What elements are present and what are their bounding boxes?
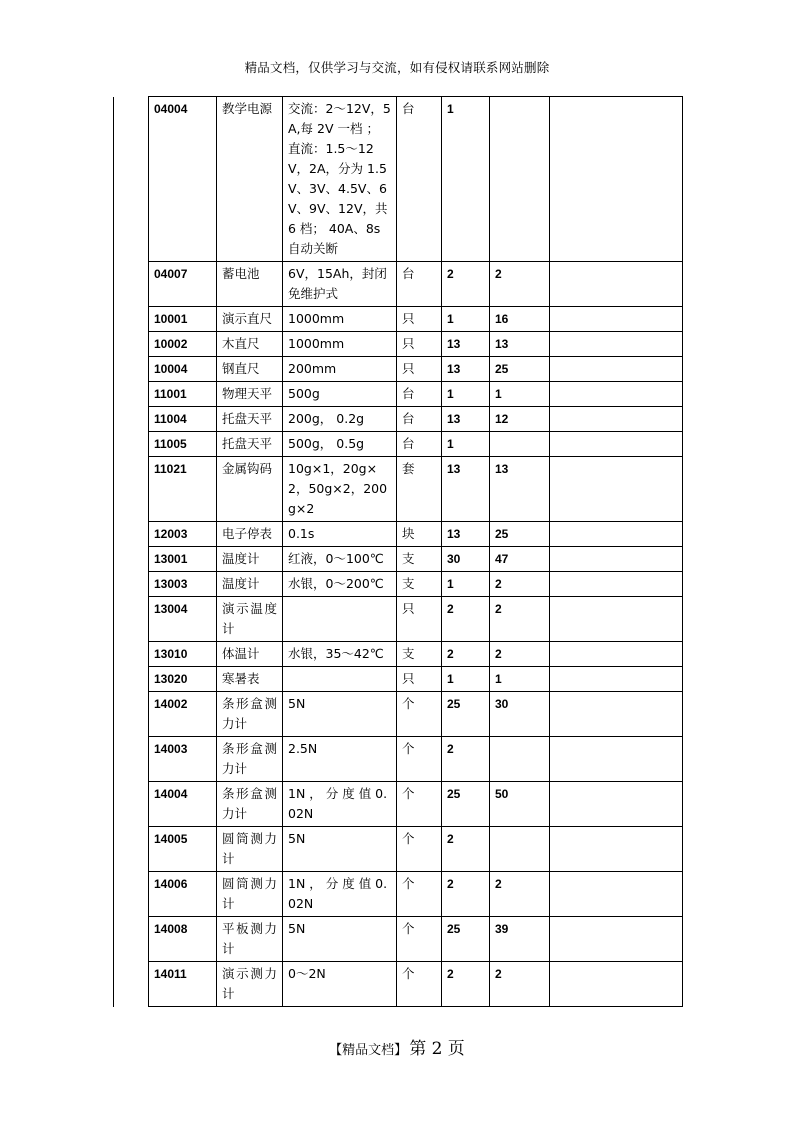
- item-code-cell: 11004: [149, 407, 217, 432]
- quantity-actual-cell: 1: [490, 667, 550, 692]
- quantity-standard-cell: 2: [442, 872, 490, 917]
- table-row: [114, 457, 683, 522]
- remarks-cell: [550, 827, 683, 872]
- item-unit-cell: 台: [397, 407, 442, 432]
- category-cell: [114, 917, 149, 962]
- remarks-cell: [550, 262, 683, 307]
- table-row: [114, 522, 683, 547]
- table-row: [114, 827, 683, 872]
- remarks-cell: [550, 407, 683, 432]
- quantity-actual-cell: 25: [490, 522, 550, 547]
- item-spec-cell: 1000mm: [283, 307, 397, 332]
- item-spec-cell: 红液，0～100℃: [283, 547, 397, 572]
- item-name-cell: 物理天平: [217, 382, 283, 407]
- quantity-actual-cell: [490, 432, 550, 457]
- quantity-actual-cell: 47: [490, 547, 550, 572]
- page-header: 精品文档，仅供学习与交流，如有侵权请联系网站删除: [244, 60, 550, 75]
- item-name-cell: 平板测力计: [217, 917, 283, 962]
- item-unit-cell: 支: [397, 572, 442, 597]
- item-name-cell: 条形盒测力计: [217, 737, 283, 782]
- quantity-actual-cell: 2: [490, 572, 550, 597]
- remarks-cell: [550, 572, 683, 597]
- item-unit-cell: 只: [397, 667, 442, 692]
- item-unit-cell: 台: [397, 97, 442, 262]
- category-cell: [114, 737, 149, 782]
- item-spec-cell: 200g， 0.2g: [283, 407, 397, 432]
- quantity-actual-cell: 2: [490, 872, 550, 917]
- item-code-cell: 13010: [149, 642, 217, 667]
- item-name-cell: 条形盒测力计: [217, 692, 283, 737]
- quantity-actual-cell: 12: [490, 407, 550, 432]
- quantity-standard-cell: 13: [442, 332, 490, 357]
- category-cell: [114, 407, 149, 432]
- quantity-standard-cell: 13: [442, 407, 490, 432]
- remarks-cell: [550, 522, 683, 547]
- item-name-cell: 电子停表: [217, 522, 283, 547]
- table-row: [114, 307, 683, 332]
- remarks-cell: [550, 457, 683, 522]
- item-code-cell: 11005: [149, 432, 217, 457]
- item-code-cell: 13004: [149, 597, 217, 642]
- item-spec-cell: 200mm: [283, 357, 397, 382]
- item-code-cell: 14005: [149, 827, 217, 872]
- quantity-actual-cell: 16: [490, 307, 550, 332]
- quantity-standard-cell: 2: [442, 737, 490, 782]
- item-name-cell: 托盘天平: [217, 432, 283, 457]
- quantity-standard-cell: 13: [442, 357, 490, 382]
- remarks-cell: [550, 432, 683, 457]
- item-spec-cell: 5N: [283, 692, 397, 737]
- remarks-cell: [550, 872, 683, 917]
- quantity-actual-cell: 2: [490, 597, 550, 642]
- item-unit-cell: 只: [397, 597, 442, 642]
- category-cell: [114, 382, 149, 407]
- item-unit-cell: 支: [397, 642, 442, 667]
- table-row: [114, 692, 683, 737]
- item-spec-cell: 2.5N: [283, 737, 397, 782]
- category-cell: [114, 357, 149, 382]
- item-spec-cell: [283, 667, 397, 692]
- item-name-cell: 圆筒测力计: [217, 827, 283, 872]
- item-code-cell: 12003: [149, 522, 217, 547]
- item-spec-cell: 水银，0～200℃: [283, 572, 397, 597]
- item-code-cell: 13020: [149, 667, 217, 692]
- table-row: [114, 332, 683, 357]
- quantity-actual-cell: 39: [490, 917, 550, 962]
- category-cell: [114, 522, 149, 547]
- category-cell: [114, 457, 149, 522]
- table-row: [114, 917, 683, 962]
- item-unit-cell: 个: [397, 827, 442, 872]
- table-row: [114, 407, 683, 432]
- equipment-table-body: [114, 97, 683, 1007]
- quantity-actual-cell: [490, 737, 550, 782]
- item-code-cell: 04004: [149, 97, 217, 262]
- item-spec-cell: 1N ， 分 度 值 0.02N: [283, 872, 397, 917]
- item-name-cell: 体温计: [217, 642, 283, 667]
- quantity-standard-cell: 25: [442, 917, 490, 962]
- item-spec-cell: 6V，15Ah，封闭免维护式: [283, 262, 397, 307]
- category-cell: [114, 332, 149, 357]
- quantity-actual-cell: 30: [490, 692, 550, 737]
- table-row: [114, 962, 683, 1007]
- category-cell: [114, 572, 149, 597]
- category-cell: [114, 827, 149, 872]
- item-unit-cell: 个: [397, 737, 442, 782]
- page-footer: [0, 1034, 794, 1059]
- remarks-cell: [550, 547, 683, 572]
- item-name-cell: 教学电源: [217, 97, 283, 262]
- item-unit-cell: 块: [397, 522, 442, 547]
- equipment-table: [113, 96, 683, 1007]
- item-name-cell: 温度计: [217, 547, 283, 572]
- item-name-cell: 托盘天平: [217, 407, 283, 432]
- item-spec-cell: 5N: [283, 827, 397, 872]
- item-code-cell: 14008: [149, 917, 217, 962]
- item-unit-cell: 套: [397, 457, 442, 522]
- item-code-cell: 14002: [149, 692, 217, 737]
- remarks-cell: [550, 597, 683, 642]
- quantity-standard-cell: 2: [442, 262, 490, 307]
- item-spec-cell: [283, 597, 397, 642]
- item-code-cell: 14004: [149, 782, 217, 827]
- remarks-cell: [550, 357, 683, 382]
- item-name-cell: 木直尺: [217, 332, 283, 357]
- quantity-standard-cell: 2: [442, 962, 490, 1007]
- quantity-standard-cell: 25: [442, 782, 490, 827]
- item-spec-cell: 1000mm: [283, 332, 397, 357]
- quantity-actual-cell: 2: [490, 262, 550, 307]
- item-name-cell: 蓄电池: [217, 262, 283, 307]
- remarks-cell: [550, 737, 683, 782]
- item-unit-cell: 台: [397, 262, 442, 307]
- item-code-cell: 13003: [149, 572, 217, 597]
- quantity-actual-cell: 25: [490, 357, 550, 382]
- item-code-cell: 11001: [149, 382, 217, 407]
- remarks-cell: [550, 307, 683, 332]
- item-unit-cell: 只: [397, 357, 442, 382]
- table-row: [114, 97, 683, 262]
- item-unit-cell: 支: [397, 547, 442, 572]
- quantity-standard-cell: 1: [442, 382, 490, 407]
- table-row: [114, 642, 683, 667]
- quantity-actual-cell: 1: [490, 382, 550, 407]
- item-spec-cell: 500g: [283, 382, 397, 407]
- item-unit-cell: 只: [397, 307, 442, 332]
- quantity-standard-cell: 13: [442, 522, 490, 547]
- quantity-standard-cell: 25: [442, 692, 490, 737]
- table-row: [114, 572, 683, 597]
- quantity-standard-cell: 1: [442, 97, 490, 262]
- item-code-cell: 13001: [149, 547, 217, 572]
- remarks-cell: [550, 332, 683, 357]
- remarks-cell: [550, 692, 683, 737]
- category-cell: [114, 597, 149, 642]
- item-code-cell: 14003: [149, 737, 217, 782]
- quantity-actual-cell: 13: [490, 457, 550, 522]
- item-name-cell: 钢直尺: [217, 357, 283, 382]
- item-code-cell: 10002: [149, 332, 217, 357]
- table-row: [114, 382, 683, 407]
- table-row: [114, 432, 683, 457]
- category-cell: [114, 782, 149, 827]
- quantity-standard-cell: 1: [442, 667, 490, 692]
- quantity-standard-cell: 2: [442, 597, 490, 642]
- remarks-cell: [550, 782, 683, 827]
- item-name-cell: 演示直尺: [217, 307, 283, 332]
- page-number: 第 2 页: [409, 1039, 465, 1059]
- table-row: [114, 597, 683, 642]
- item-code-cell: 04007: [149, 262, 217, 307]
- quantity-actual-cell: [490, 827, 550, 872]
- item-spec-cell: 0.1s: [283, 522, 397, 547]
- category-cell: [114, 547, 149, 572]
- table-row: [114, 737, 683, 782]
- quantity-standard-cell: 30: [442, 547, 490, 572]
- quantity-actual-cell: 13: [490, 332, 550, 357]
- table-row: [114, 667, 683, 692]
- item-unit-cell: 个: [397, 782, 442, 827]
- item-code-cell: 10001: [149, 307, 217, 332]
- category-cell: [114, 692, 149, 737]
- item-unit-cell: 个: [397, 917, 442, 962]
- category-cell: [114, 262, 149, 307]
- quantity-standard-cell: 1: [442, 572, 490, 597]
- quantity-standard-cell: 1: [442, 307, 490, 332]
- item-code-cell: 14011: [149, 962, 217, 1007]
- quantity-actual-cell: 2: [490, 962, 550, 1007]
- item-name-cell: 演示测力计: [217, 962, 283, 1007]
- quantity-standard-cell: 1: [442, 432, 490, 457]
- category-cell: [114, 432, 149, 457]
- item-unit-cell: 个: [397, 872, 442, 917]
- remarks-cell: [550, 382, 683, 407]
- category-cell: [114, 872, 149, 917]
- remarks-cell: [550, 97, 683, 262]
- category-cell: [114, 97, 149, 262]
- item-name-cell: 金属钩码: [217, 457, 283, 522]
- item-name-cell: 寒暑表: [217, 667, 283, 692]
- item-unit-cell: 个: [397, 962, 442, 1007]
- table-row: [114, 782, 683, 827]
- quantity-standard-cell: 2: [442, 642, 490, 667]
- item-spec-cell: 1N ， 分 度 值 0.02N: [283, 782, 397, 827]
- category-cell: [114, 307, 149, 332]
- quantity-actual-cell: 2: [490, 642, 550, 667]
- item-code-cell: 11021: [149, 457, 217, 522]
- item-unit-cell: 个: [397, 692, 442, 737]
- footer-label: 【精品文档】: [329, 1043, 408, 1058]
- category-cell: [114, 667, 149, 692]
- remarks-cell: [550, 917, 683, 962]
- item-unit-cell: 台: [397, 432, 442, 457]
- item-name-cell: 演示温度计: [217, 597, 283, 642]
- item-spec-cell: 10g×1，20g×2，50g×2，200g×2: [283, 457, 397, 522]
- table-row: [114, 262, 683, 307]
- item-spec-cell: 5N: [283, 917, 397, 962]
- table-row: [114, 547, 683, 572]
- quantity-standard-cell: 2: [442, 827, 490, 872]
- quantity-actual-cell: [490, 97, 550, 262]
- item-spec-cell: 500g， 0.5g: [283, 432, 397, 457]
- item-name-cell: 条形盒测力计: [217, 782, 283, 827]
- item-spec-cell: 交流：2～12V，5A,每 2V 一档 ；直流：1.5～12V，2A，分为 1.5V、3V、4.5V、6V、9V、12V，共 6 档； 40A、8s 自动关断: [283, 97, 397, 262]
- item-name-cell: 圆筒测力计: [217, 872, 283, 917]
- table-row: [114, 872, 683, 917]
- remarks-cell: [550, 667, 683, 692]
- category-cell: [114, 962, 149, 1007]
- table-row: [114, 357, 683, 382]
- remarks-cell: [550, 642, 683, 667]
- quantity-standard-cell: 13: [442, 457, 490, 522]
- item-unit-cell: 只: [397, 332, 442, 357]
- remarks-cell: [550, 962, 683, 1007]
- item-code-cell: 14006: [149, 872, 217, 917]
- item-spec-cell: 0～2N: [283, 962, 397, 1007]
- category-cell: [114, 642, 149, 667]
- item-name-cell: 温度计: [217, 572, 283, 597]
- item-code-cell: 10004: [149, 357, 217, 382]
- item-spec-cell: 水银，35～42℃: [283, 642, 397, 667]
- item-unit-cell: 台: [397, 382, 442, 407]
- quantity-actual-cell: 50: [490, 782, 550, 827]
